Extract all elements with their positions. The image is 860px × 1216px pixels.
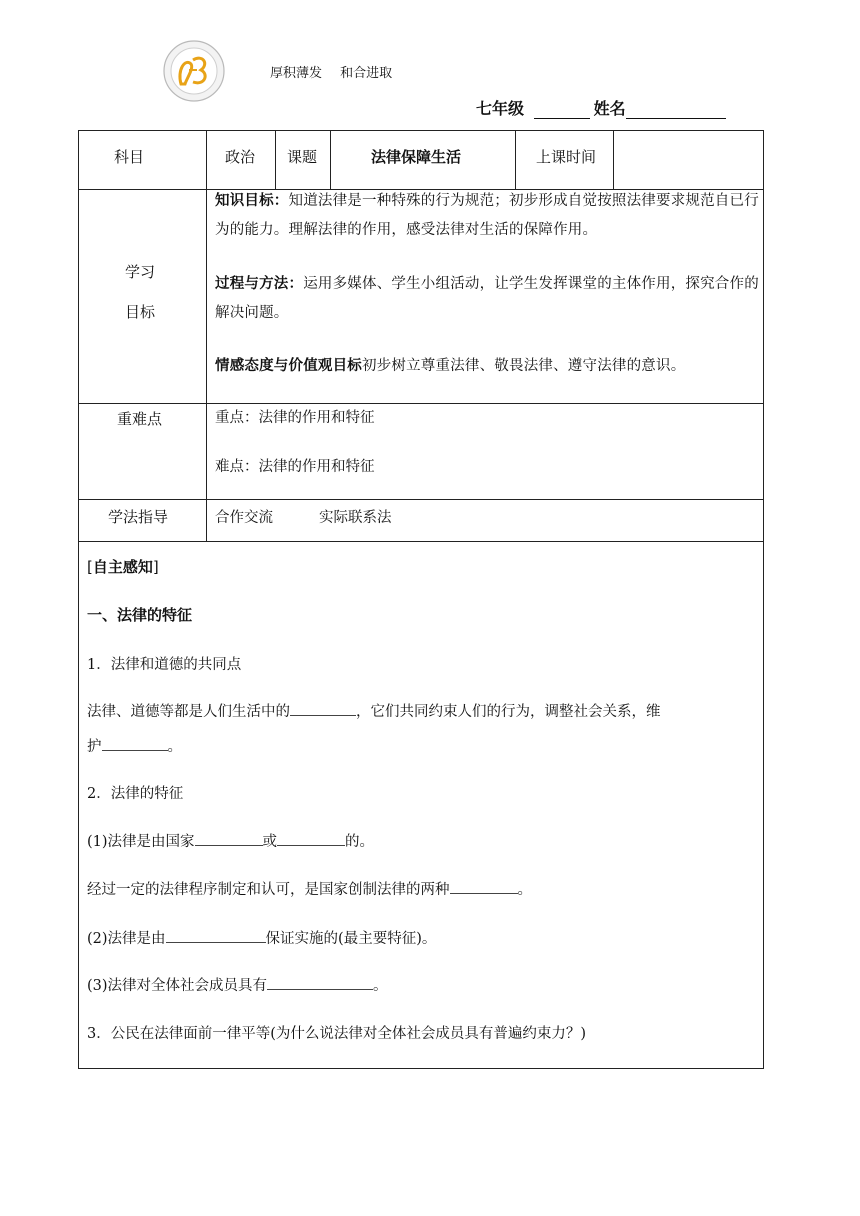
fill-blank[interactable] xyxy=(195,831,263,846)
emotion-goal-text: 初步树立尊重法律、敬畏法律、遵守法律的意识。 xyxy=(362,358,686,374)
study-method-label: 学法指导 xyxy=(108,508,169,526)
name-label: 姓名 xyxy=(593,99,626,118)
feature-line-1 xyxy=(87,830,374,851)
grade-label: 七年级 xyxy=(476,99,525,118)
item-1-heading: 1．法律和道德的共同点 xyxy=(87,657,242,673)
class-time-label: 上课时间 xyxy=(536,148,597,166)
motto-part-2: 和合进取 xyxy=(340,66,393,81)
key-point: 重点：法律的作用和特征 xyxy=(215,410,375,426)
class-blank xyxy=(534,102,590,119)
row-divider xyxy=(79,403,763,404)
section-tag-text: 自主感知 xyxy=(92,558,153,576)
topic-label: 课题 xyxy=(287,148,318,166)
fill-blank[interactable] xyxy=(450,879,518,894)
school-logo xyxy=(163,40,225,102)
text-segment: 或 xyxy=(262,834,278,850)
goals-label-line2: 目标 xyxy=(125,303,156,321)
fill-blank[interactable] xyxy=(277,831,345,846)
emotion-goal xyxy=(215,352,759,381)
text-segment: (2)法律是由 xyxy=(87,931,166,947)
paragraph-1-line2 xyxy=(87,735,182,756)
text-segment: 法律、道德等都是人们生活中的 xyxy=(87,704,290,720)
process-goal-head: 过程与方法： xyxy=(215,276,304,292)
text-segment: 。 xyxy=(167,739,182,755)
section-tag: [自主感知] xyxy=(87,558,159,576)
grade-name-line xyxy=(476,96,726,119)
fill-blank[interactable] xyxy=(166,928,266,943)
subject-value: 政治 xyxy=(225,148,256,166)
text-segment: 的。 xyxy=(345,834,375,850)
fill-blank[interactable] xyxy=(102,736,168,751)
motto-part-1: 厚积薄发 xyxy=(270,66,323,81)
name-blank xyxy=(626,102,726,119)
fill-blank[interactable] xyxy=(267,975,373,990)
school-motto xyxy=(270,62,392,81)
section-heading-1: 一、法律的特征 xyxy=(87,606,193,624)
feature-line-2 xyxy=(87,878,532,899)
row-divider xyxy=(79,541,763,542)
process-goal xyxy=(215,270,759,328)
subject-label: 科目 xyxy=(114,148,145,166)
lesson-plan-table xyxy=(78,130,764,1069)
item-2-heading: 2．法律的特征 xyxy=(87,786,184,802)
fill-blank[interactable] xyxy=(290,701,356,716)
text-segment: (3)法律对全体社会成员具有 xyxy=(87,978,268,994)
item-3-heading: 3．公民在法律面前一律平等(为什么说法律对全体社会成员具有普遍约束力？) xyxy=(87,1026,587,1042)
difficult-point: 难点：法律的作用和特征 xyxy=(215,459,375,475)
column-divider xyxy=(206,131,207,541)
feature-line-4 xyxy=(87,974,388,995)
text-segment: 经过一定的法律程序制定和认可，是国家创制法律的两种 xyxy=(87,882,450,898)
feature-line-3 xyxy=(87,927,436,948)
topic-value: 法律保障生活 xyxy=(371,148,462,166)
emotion-goal-head: 情感态度与价值观目标 xyxy=(215,358,362,374)
column-divider xyxy=(515,131,516,189)
knowledge-goal xyxy=(215,187,759,245)
study-method-2: 实际联系法 xyxy=(319,510,392,526)
column-divider xyxy=(330,131,331,189)
process-goal-text: 运用多媒体、学生小组活动，让学生发挥课堂的主体作用，探究合作的解决问题。 xyxy=(215,276,759,321)
text-segment: 保证实施的(最主要特征)。 xyxy=(265,931,437,947)
knowledge-goal-text: 知道法律是一种特殊的行为规范；初步形成自觉按照法律要求规范自已行为的能力。理解法律的作用，感受法律对生活的保障作用。 xyxy=(215,193,759,238)
key-points-label: 重难点 xyxy=(117,410,163,428)
row-divider xyxy=(79,499,763,500)
column-divider xyxy=(275,131,276,189)
paragraph-1-line1 xyxy=(87,700,661,721)
knowledge-goal-head: 知识目标： xyxy=(215,193,289,209)
column-divider xyxy=(613,131,614,189)
text-segment: 。 xyxy=(373,978,388,994)
goals-label-line1: 学习 xyxy=(125,263,156,281)
text-segment: ，它们共同约束人们的行为，调整社会关系，维 xyxy=(356,704,661,720)
text-segment: 。 xyxy=(517,882,532,898)
study-method-1: 合作交流 xyxy=(215,510,273,526)
text-segment: (1)法律是由国家 xyxy=(87,834,195,850)
text-segment: 护 xyxy=(87,739,102,755)
